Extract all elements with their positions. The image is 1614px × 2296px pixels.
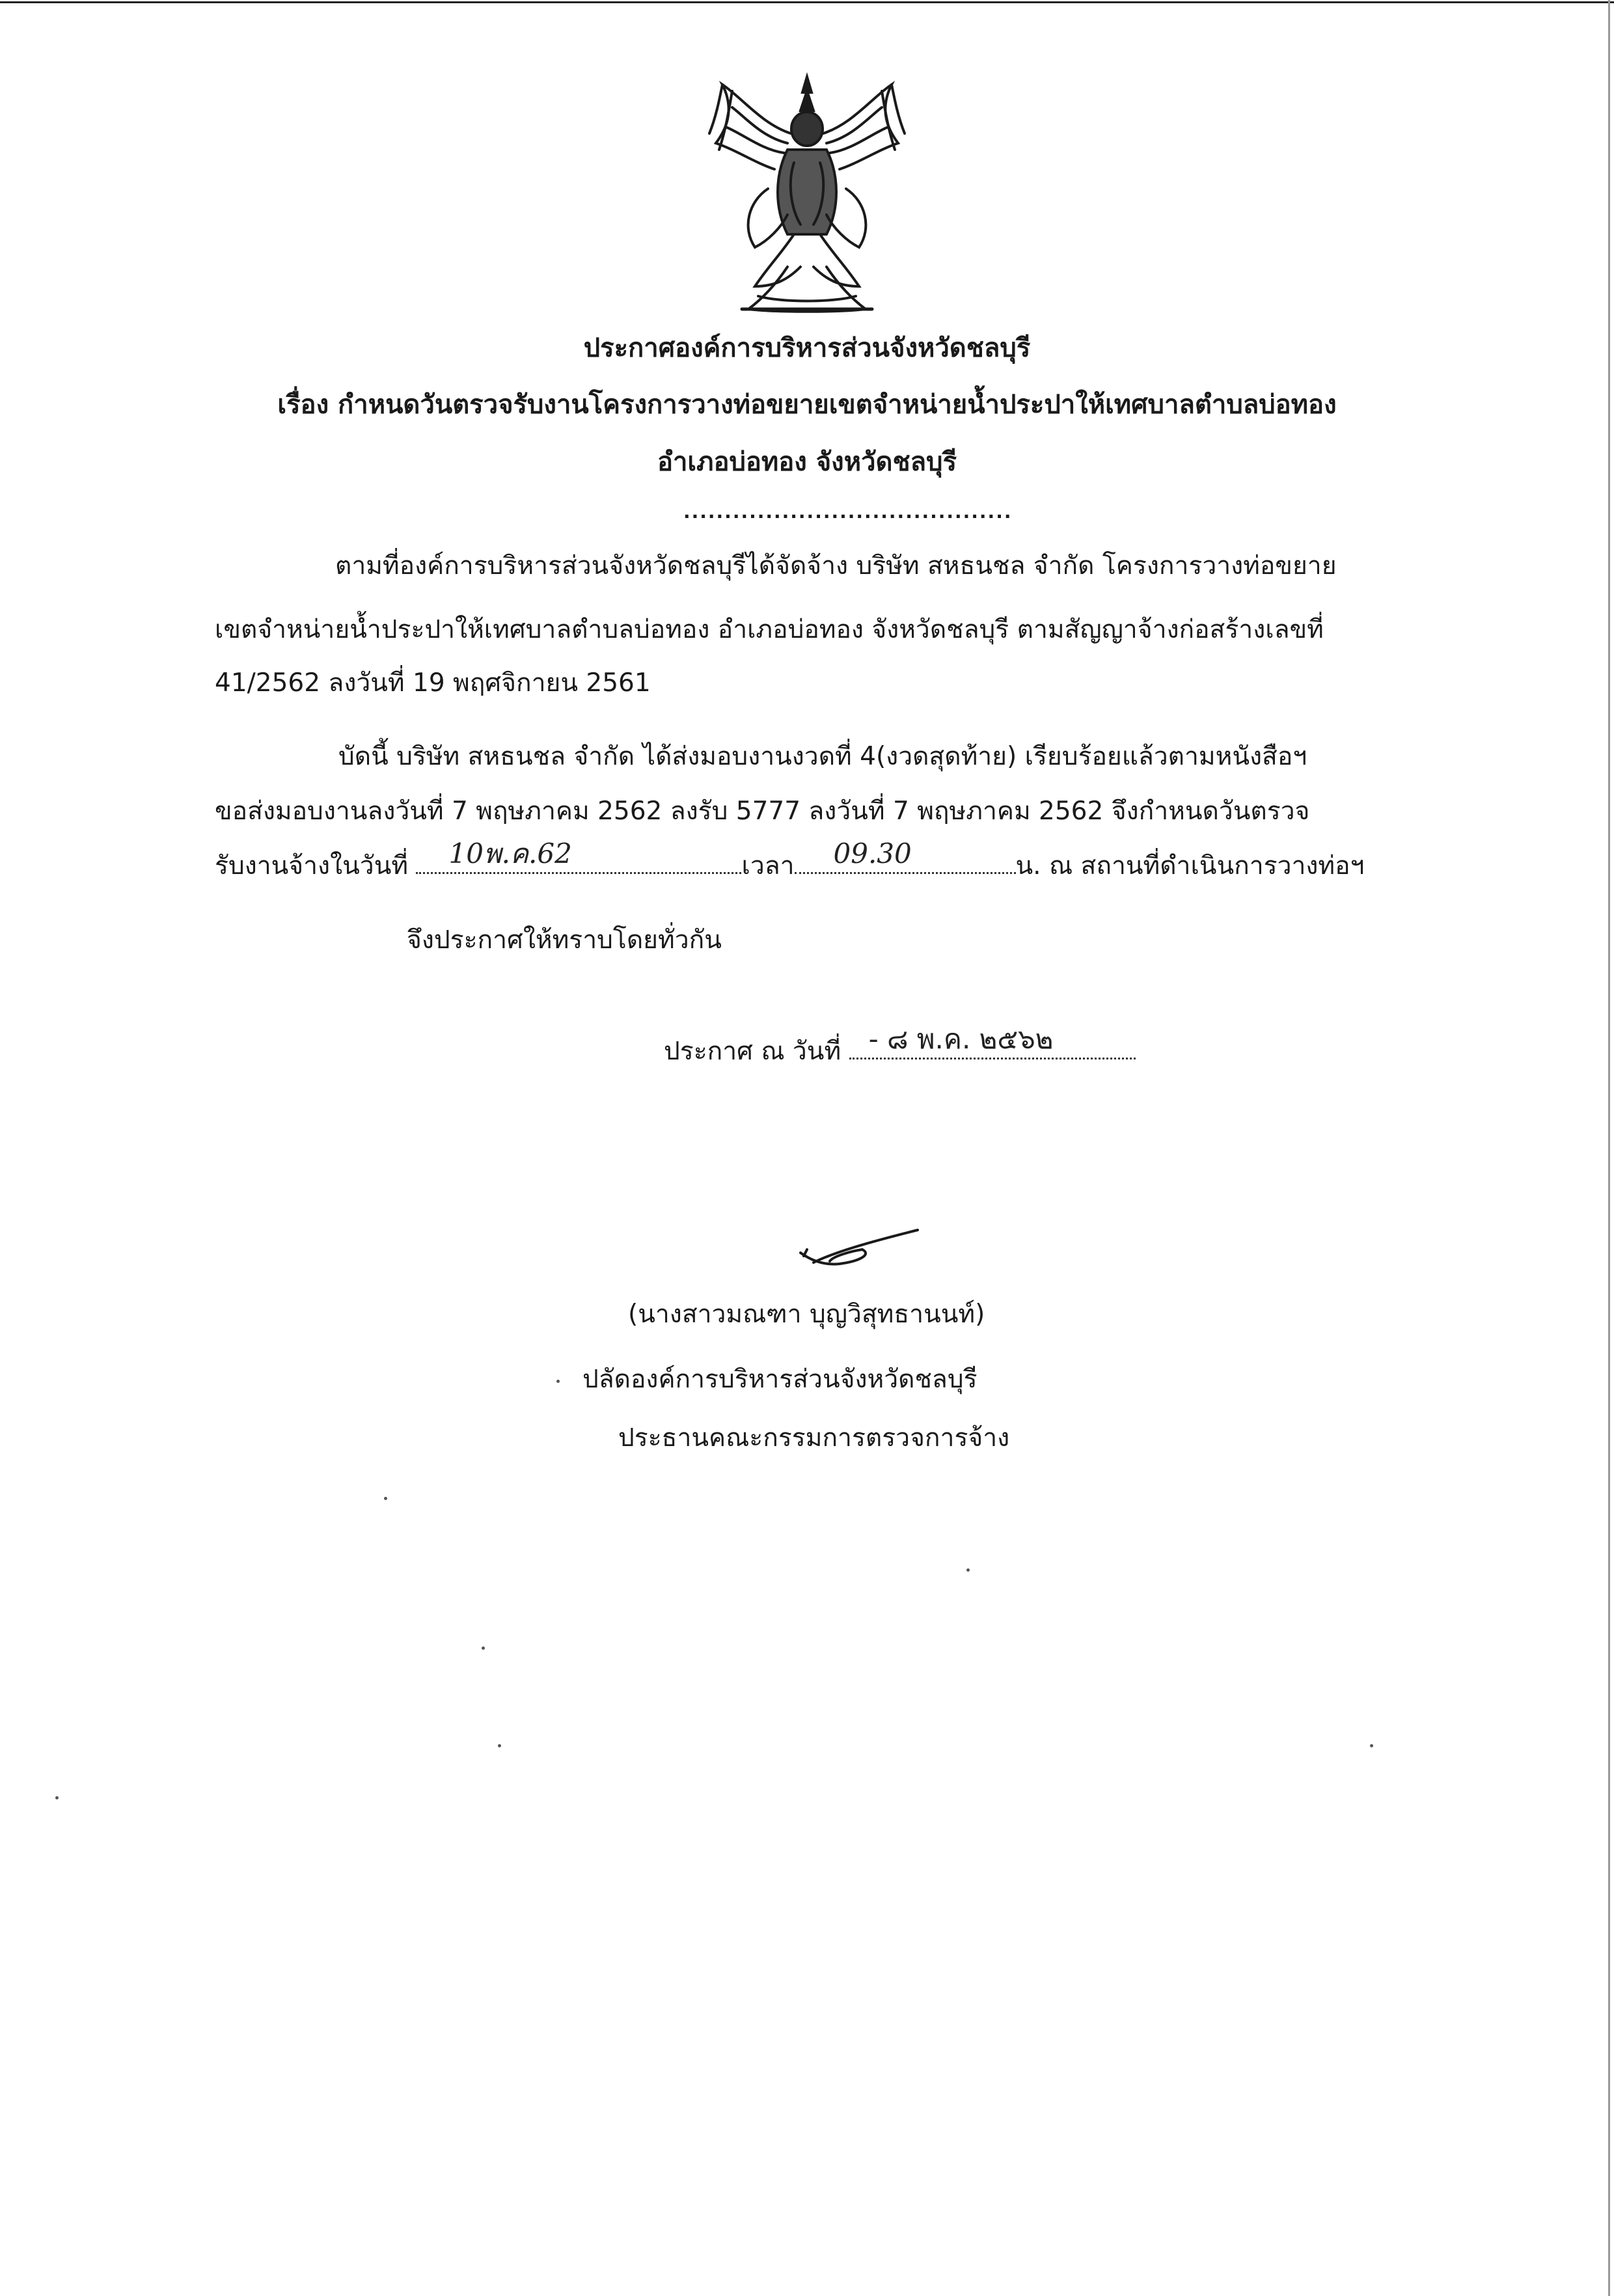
scan-speck [482, 1647, 485, 1650]
closing-statement: จึงประกาศให้ทราบโดยทั่วกัน [407, 925, 722, 955]
announcement-title: ประกาศองค์การบริหารส่วนจังหวัดชลบุรี [583, 333, 1031, 363]
inspection-date-field [416, 838, 741, 874]
paragraph-1-line-2: เขตจำหน่ายน้ำประปาให้เทศบาลตำบลบ่อทอง อำเภอบ่อทอง จังหวัดชลบุรี ตามสัญญาจ้างก่อสร้างเลขที่ [215, 615, 1324, 644]
scan-speck [384, 1497, 387, 1500]
page-top-border [0, 1, 1614, 3]
announce-date-label: ประกาศ ณ วันที่ [664, 1037, 841, 1066]
inspection-time-label: เวลา [741, 851, 795, 881]
paragraph-2-line-1: บัดนี้ บริษัท สหธนชล จำกัด ได้ส่งมอบงานงวดที่ 4(งวดสุดท้าย) เรียบร้อยแล้วตามหนังสือฯ [338, 742, 1307, 771]
paragraph-1-line-3: 41/2562 ลงวันที่ 19 พฤศจิกายน 2561 [215, 668, 651, 698]
announce-date-stamp: - ๘ พ.ค. ๒๕๖๒ [868, 1023, 1054, 1055]
title-separator: ........................................ [683, 501, 1013, 523]
inspection-time-handwritten: 09.30 [833, 838, 912, 869]
handwritten-signature [794, 1217, 937, 1289]
inspection-date-label: รับงานจ้างในวันที่ [215, 851, 409, 881]
garuda-emblem [696, 72, 918, 319]
signatory-name: (นางสาวมณฑา บุญวิสุทธานนท์) [628, 1300, 985, 1329]
paragraph-2-line-2: ขอส่งมอบงานลงวันที่ 7 พฤษภาคม 2562 ลงรับ 5777 ลงวันที่ 7 พฤษภาคม 2562 จึงกำหนดวันตรวจ [215, 797, 1310, 826]
announce-date-field [849, 1023, 1136, 1059]
scan-speck [55, 1796, 59, 1799]
inspection-location-text: น. ณ สถานที่ดำเนินการวางท่อฯ [1015, 851, 1365, 881]
subject-line: เรื่อง กำหนดวันตรวจรับงานโครงการวางท่อขยายเขตจำหน่ายน้ำประปาให้เทศบาลตำบลบ่อทอง [277, 390, 1337, 420]
paragraph-1-line-1: ตามที่องค์การบริหารส่วนจังหวัดชลบุรีได้จัดจ้าง บริษัท สหธนชล จำกัด โครงการวางท่อขยาย [335, 551, 1337, 581]
scan-speck [966, 1568, 970, 1572]
inspection-time-field [795, 838, 1016, 874]
signatory-committee-role: ประธานคณะกรรมการตรวจการจ้าง [618, 1423, 1010, 1453]
paragraph-2-line-3 [215, 838, 1365, 886]
signatory-position: ปลัดองค์การบริหารส่วนจังหวัดชลบุรี [582, 1365, 978, 1394]
inspection-date-handwritten: 10พ.ค.62 [448, 838, 572, 869]
subject-line-location: อำเภอบ่อทอง จังหวัดชลบุรี [657, 447, 957, 477]
scan-speck [556, 1380, 560, 1383]
announce-date-line [664, 1023, 1136, 1071]
scan-speck [1370, 1744, 1373, 1747]
scan-speck [498, 1744, 501, 1747]
